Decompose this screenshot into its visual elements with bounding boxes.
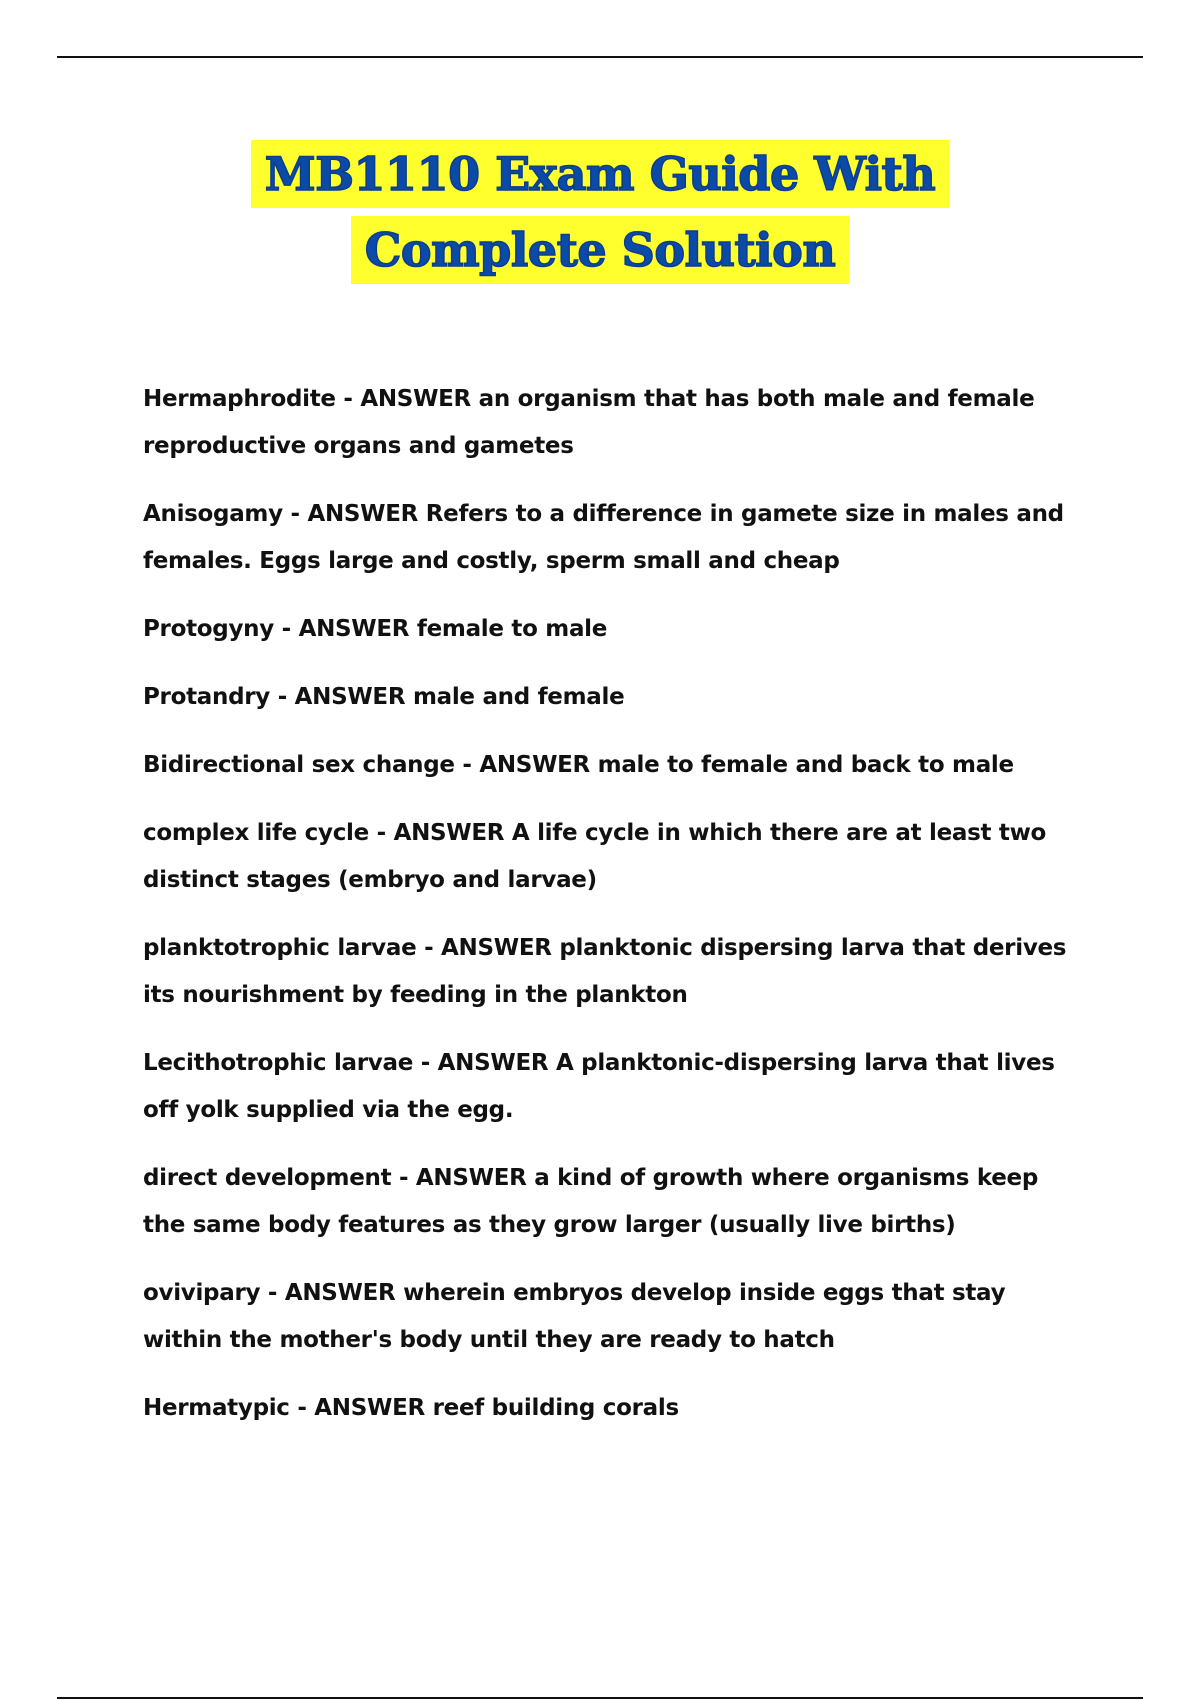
document-title — [0, 140, 1200, 292]
qa-entry-bidirectional-sex-change: Bidirectional sex change - ANSWER male to female and back to male — [143, 752, 1014, 778]
footer-rule — [57, 1697, 1143, 1699]
qa-entry-lecithotrophic-larvae: Lecithotrophic larvae - ANSWER A planktonic-dispersing larva that lives off yolk supplied via the egg. — [143, 1050, 1055, 1123]
qa-entry-protogyny: Protogyny - ANSWER female to male — [143, 616, 608, 642]
qa-entry-complex-life-cycle: complex life cycle - ANSWER A life cycle in which there are at least two distinct stages (embryo and larvae) — [143, 820, 1047, 893]
title-line-2: Complete Solution — [351, 216, 850, 284]
qa-entry-planktotrophic-larvae: planktotrophic larvae - ANSWER planktonic dispersing larva that derives its nourishment by feeding in the plankton — [143, 935, 1067, 1008]
qa-entry-direct-development: direct development - ANSWER a kind of growth where organisms keep the same body features as they grow larger (usually live births) — [143, 1165, 1038, 1238]
qa-list — [143, 376, 1083, 1453]
title-line-1: MB1110 Exam Guide With — [251, 140, 950, 208]
qa-entry-ovivipary: ovivipary - ANSWER wherein embryos develop inside eggs that stay within the mother's body until they are ready to hatch — [143, 1280, 1006, 1353]
header-rule — [57, 56, 1143, 58]
qa-entry-anisogamy: Anisogamy - ANSWER Refers to a difference in gamete size in males and females. Eggs large and costly, sperm small and cheap — [143, 501, 1064, 574]
qa-entry-hermatypic: Hermatypic - ANSWER reef building corals — [143, 1395, 679, 1421]
qa-entry-protandry: Protandry - ANSWER male and female — [143, 684, 625, 710]
qa-entry-hermaphrodite: Hermaphrodite - ANSWER an organism that has both male and female reproductive organs and gametes — [143, 386, 1035, 459]
